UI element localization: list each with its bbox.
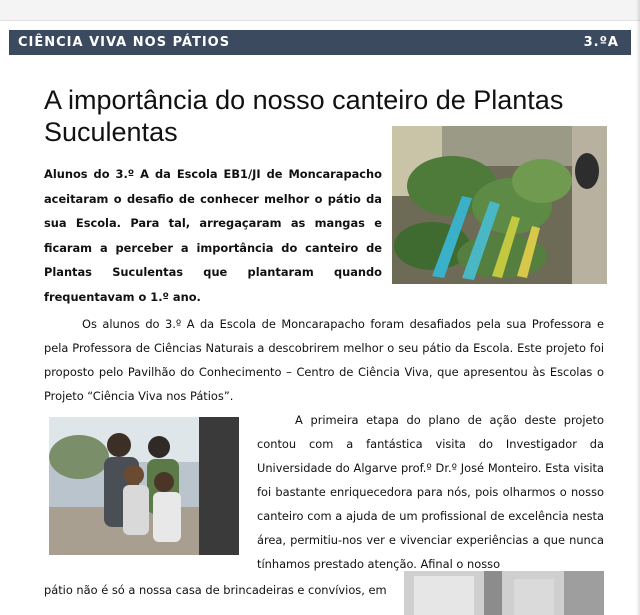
article-paragraph-2: A primeira etapa do plano de ação deste projeto contou com a fantástica visita do Investigador da Universidade do Algarve prof.º Dr.º José Monteiro. Esta visita foi bastante enriquecedora para nós, pois olharmos o nosso canteiro com a ajuda de um profissional de excelência nesta área, permitiu-nos ver e vivenciar experiências a que nunca tínhamos prestado atenção. Afinal o nosso (257, 413, 604, 571)
article-lead: Alunos do 3.º A da Escola EB1/JI de Moncarapacho aceitaram o desafio de conhecer melhor o pátio da sua Escola. Para tal, arregaçaram as mangas e ficaram a perceber a importância do canteiro de Plantas Suculentas que plantaram quando frequentavam o 1.º ano. (44, 167, 382, 304)
article-paragraph-3: pátio não é só a nossa casa de brincadeiras e convívios, em (44, 583, 387, 597)
article-paragraph-1: Os alunos do 3.º A da Escola de Moncarapacho foram desafiados pela sua Professora e pela Professora de Ciências Naturais a descobrirem melhor o seu pátio da Escola. Este projeto foi proposto pelo Pavilhão do Conhecimento – Centro de Ciência Viva, que apresentou às Escolas o Projeto “Ciência Viva nos Pátios”. (44, 317, 604, 403)
section-title: CIÊNCIA VIVA NOS PÁTIOS (18, 35, 231, 50)
viewer-top-strip (0, 0, 640, 21)
building-photo (404, 571, 604, 615)
article-title: A importância do nosso canteiro de Plantas Suculentas (44, 85, 564, 147)
students-with-researcher-photo (49, 417, 239, 555)
page-edge-shadow (636, 0, 640, 615)
section-banner (9, 30, 631, 55)
garden-bed-photo (392, 126, 607, 284)
class-label: 3.ºA (583, 35, 619, 50)
